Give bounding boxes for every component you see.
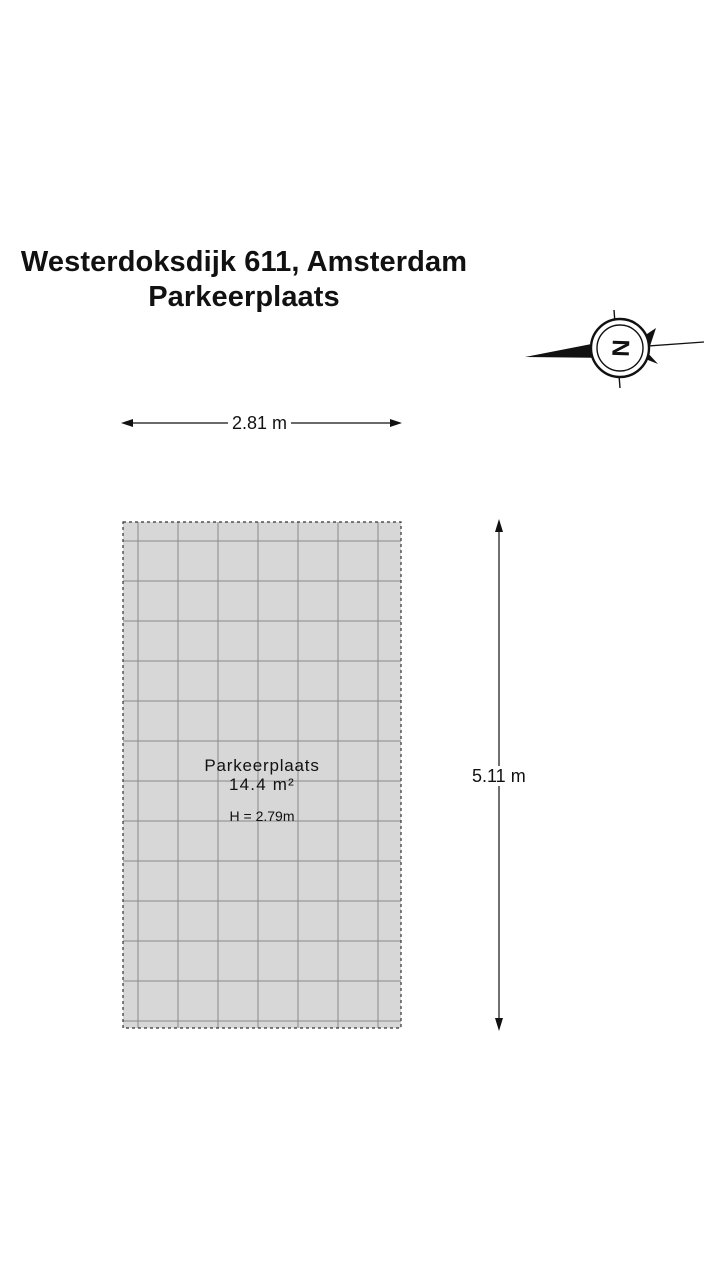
room-area-label: 14.4 m² bbox=[228, 775, 296, 794]
room-height-label: H = 2.79m bbox=[229, 808, 295, 824]
width-dimension-label: 2.81 m bbox=[228, 413, 291, 433]
page-title: Westerdoksdijk 611, Amsterdam bbox=[20, 246, 468, 278]
height-dimension-label: 5.11 m bbox=[468, 766, 530, 786]
room-name-label: Parkeerplaats bbox=[204, 756, 320, 775]
page-subtitle: Parkeerplaats bbox=[148, 281, 340, 313]
compass-north-label: N bbox=[607, 338, 636, 358]
